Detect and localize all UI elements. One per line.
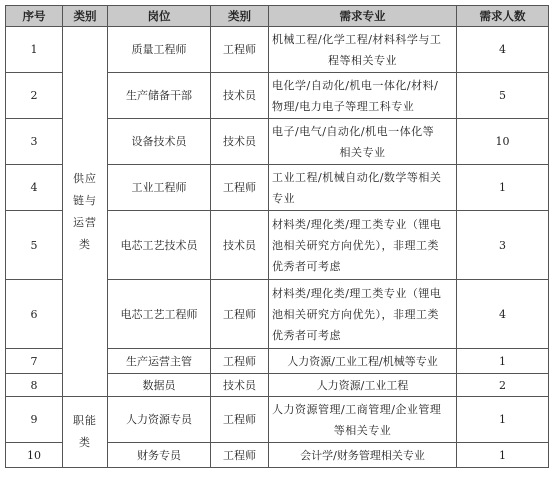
category-line: 职能 bbox=[73, 414, 97, 427]
row-count: 10 bbox=[457, 119, 549, 165]
header-no: 序号 bbox=[6, 6, 63, 27]
row-major bbox=[269, 165, 457, 211]
row-position: 生产运营主管 bbox=[108, 349, 211, 374]
header-major: 需求专业 bbox=[269, 6, 457, 27]
row-position: 电芯工艺工程师 bbox=[108, 280, 211, 349]
row-type: 工程师 bbox=[211, 397, 269, 443]
row-type: 技术员 bbox=[211, 73, 269, 119]
major-line: 电子/电气/自动化/机电一体化等 bbox=[272, 124, 435, 138]
row-type: 技术员 bbox=[211, 374, 269, 397]
row-count: 2 bbox=[457, 374, 549, 397]
row-major bbox=[269, 119, 457, 165]
row-type: 工程师 bbox=[211, 27, 269, 73]
row-count: 1 bbox=[457, 397, 549, 443]
category-line: 类 bbox=[79, 237, 91, 251]
row-major bbox=[269, 27, 457, 73]
major-line: 机械工程/化学工程/材料科学与工 bbox=[272, 32, 442, 46]
category-line: 供应 bbox=[73, 171, 97, 185]
row-major bbox=[269, 397, 457, 443]
major-line: 池相关研究方向优先），非理工类 bbox=[272, 238, 439, 252]
row-major: 人力资源/工业工程/机械等专业 bbox=[269, 349, 457, 374]
row-position: 质量工程师 bbox=[108, 27, 211, 73]
row-count: 5 bbox=[457, 73, 549, 119]
row-no: 5 bbox=[6, 211, 63, 280]
row-count: 1 bbox=[457, 349, 549, 374]
row-position: 财务专员 bbox=[108, 443, 211, 468]
major-line: 优秀者可考虑 bbox=[272, 328, 341, 342]
row-no: 4 bbox=[6, 165, 63, 211]
row-position: 工业工程师 bbox=[108, 165, 211, 211]
row-type: 技术员 bbox=[211, 119, 269, 165]
row-major: 人力资源/工业工程 bbox=[269, 374, 457, 397]
row-count: 1 bbox=[457, 443, 549, 468]
major-line: 程等相关专业 bbox=[328, 53, 397, 67]
category-line: 链与 bbox=[73, 193, 97, 207]
row-major bbox=[269, 211, 457, 280]
major-line: 相关专业 bbox=[339, 145, 386, 159]
header-row bbox=[6, 6, 549, 27]
row-no: 9 bbox=[6, 397, 63, 443]
row-major: 会计学/财务管理相关专业 bbox=[269, 443, 457, 468]
category-line: 运营 bbox=[73, 215, 97, 229]
row-position: 电芯工艺技术员 bbox=[108, 211, 211, 280]
row-no: 1 bbox=[6, 27, 63, 73]
major-line: 专业 bbox=[272, 191, 295, 205]
row-no: 10 bbox=[6, 443, 63, 468]
row-major bbox=[269, 73, 457, 119]
major-line: 电化学/自动化/机电一体化/材料/ bbox=[272, 78, 439, 92]
category-supply-chain bbox=[63, 27, 108, 397]
major-line: 优秀者可考虑 bbox=[272, 259, 341, 273]
row-type: 工程师 bbox=[211, 280, 269, 349]
major-line: 人力资源管理/工商管理/企业管理 bbox=[272, 402, 442, 416]
category-function bbox=[63, 397, 108, 468]
row-position: 生产储备干部 bbox=[108, 73, 211, 119]
table-row bbox=[6, 397, 549, 443]
major-line: 材料类/理化类/理工类专业（锂电 bbox=[272, 286, 442, 300]
row-position: 设备技术员 bbox=[108, 119, 211, 165]
major-line: 材料类/理化类/理工类专业（锂电 bbox=[272, 217, 442, 231]
row-position: 数据员 bbox=[108, 374, 211, 397]
row-type: 工程师 bbox=[211, 165, 269, 211]
row-no: 6 bbox=[6, 280, 63, 349]
row-count: 4 bbox=[457, 280, 549, 349]
header-position: 岗位 bbox=[108, 6, 211, 27]
row-no: 7 bbox=[6, 349, 63, 374]
row-count: 3 bbox=[457, 211, 549, 280]
major-line: 等相关专业 bbox=[333, 423, 392, 437]
row-count: 1 bbox=[457, 165, 549, 211]
row-count: 4 bbox=[457, 27, 549, 73]
row-type: 工程师 bbox=[211, 349, 269, 374]
row-type: 技术员 bbox=[211, 211, 269, 280]
header-job-type: 类别 bbox=[211, 6, 269, 27]
table-row bbox=[6, 27, 549, 73]
category-line: 类 bbox=[79, 436, 91, 449]
recruitment-table bbox=[5, 5, 549, 468]
major-line: 物理/电力电子等理工科专业 bbox=[272, 99, 415, 113]
major-line: 工业工程/机械自动化/数学等相关 bbox=[272, 170, 442, 184]
row-major bbox=[269, 280, 457, 349]
row-type: 工程师 bbox=[211, 443, 269, 468]
header-count: 需求人数 bbox=[457, 6, 549, 27]
header-category: 类别 bbox=[63, 6, 108, 27]
major-line: 池相关研究方向优先），非理工类 bbox=[272, 307, 439, 321]
row-no: 2 bbox=[6, 73, 63, 119]
row-position: 人力资源专员 bbox=[108, 397, 211, 443]
row-no: 8 bbox=[6, 374, 63, 397]
row-no: 3 bbox=[6, 119, 63, 165]
